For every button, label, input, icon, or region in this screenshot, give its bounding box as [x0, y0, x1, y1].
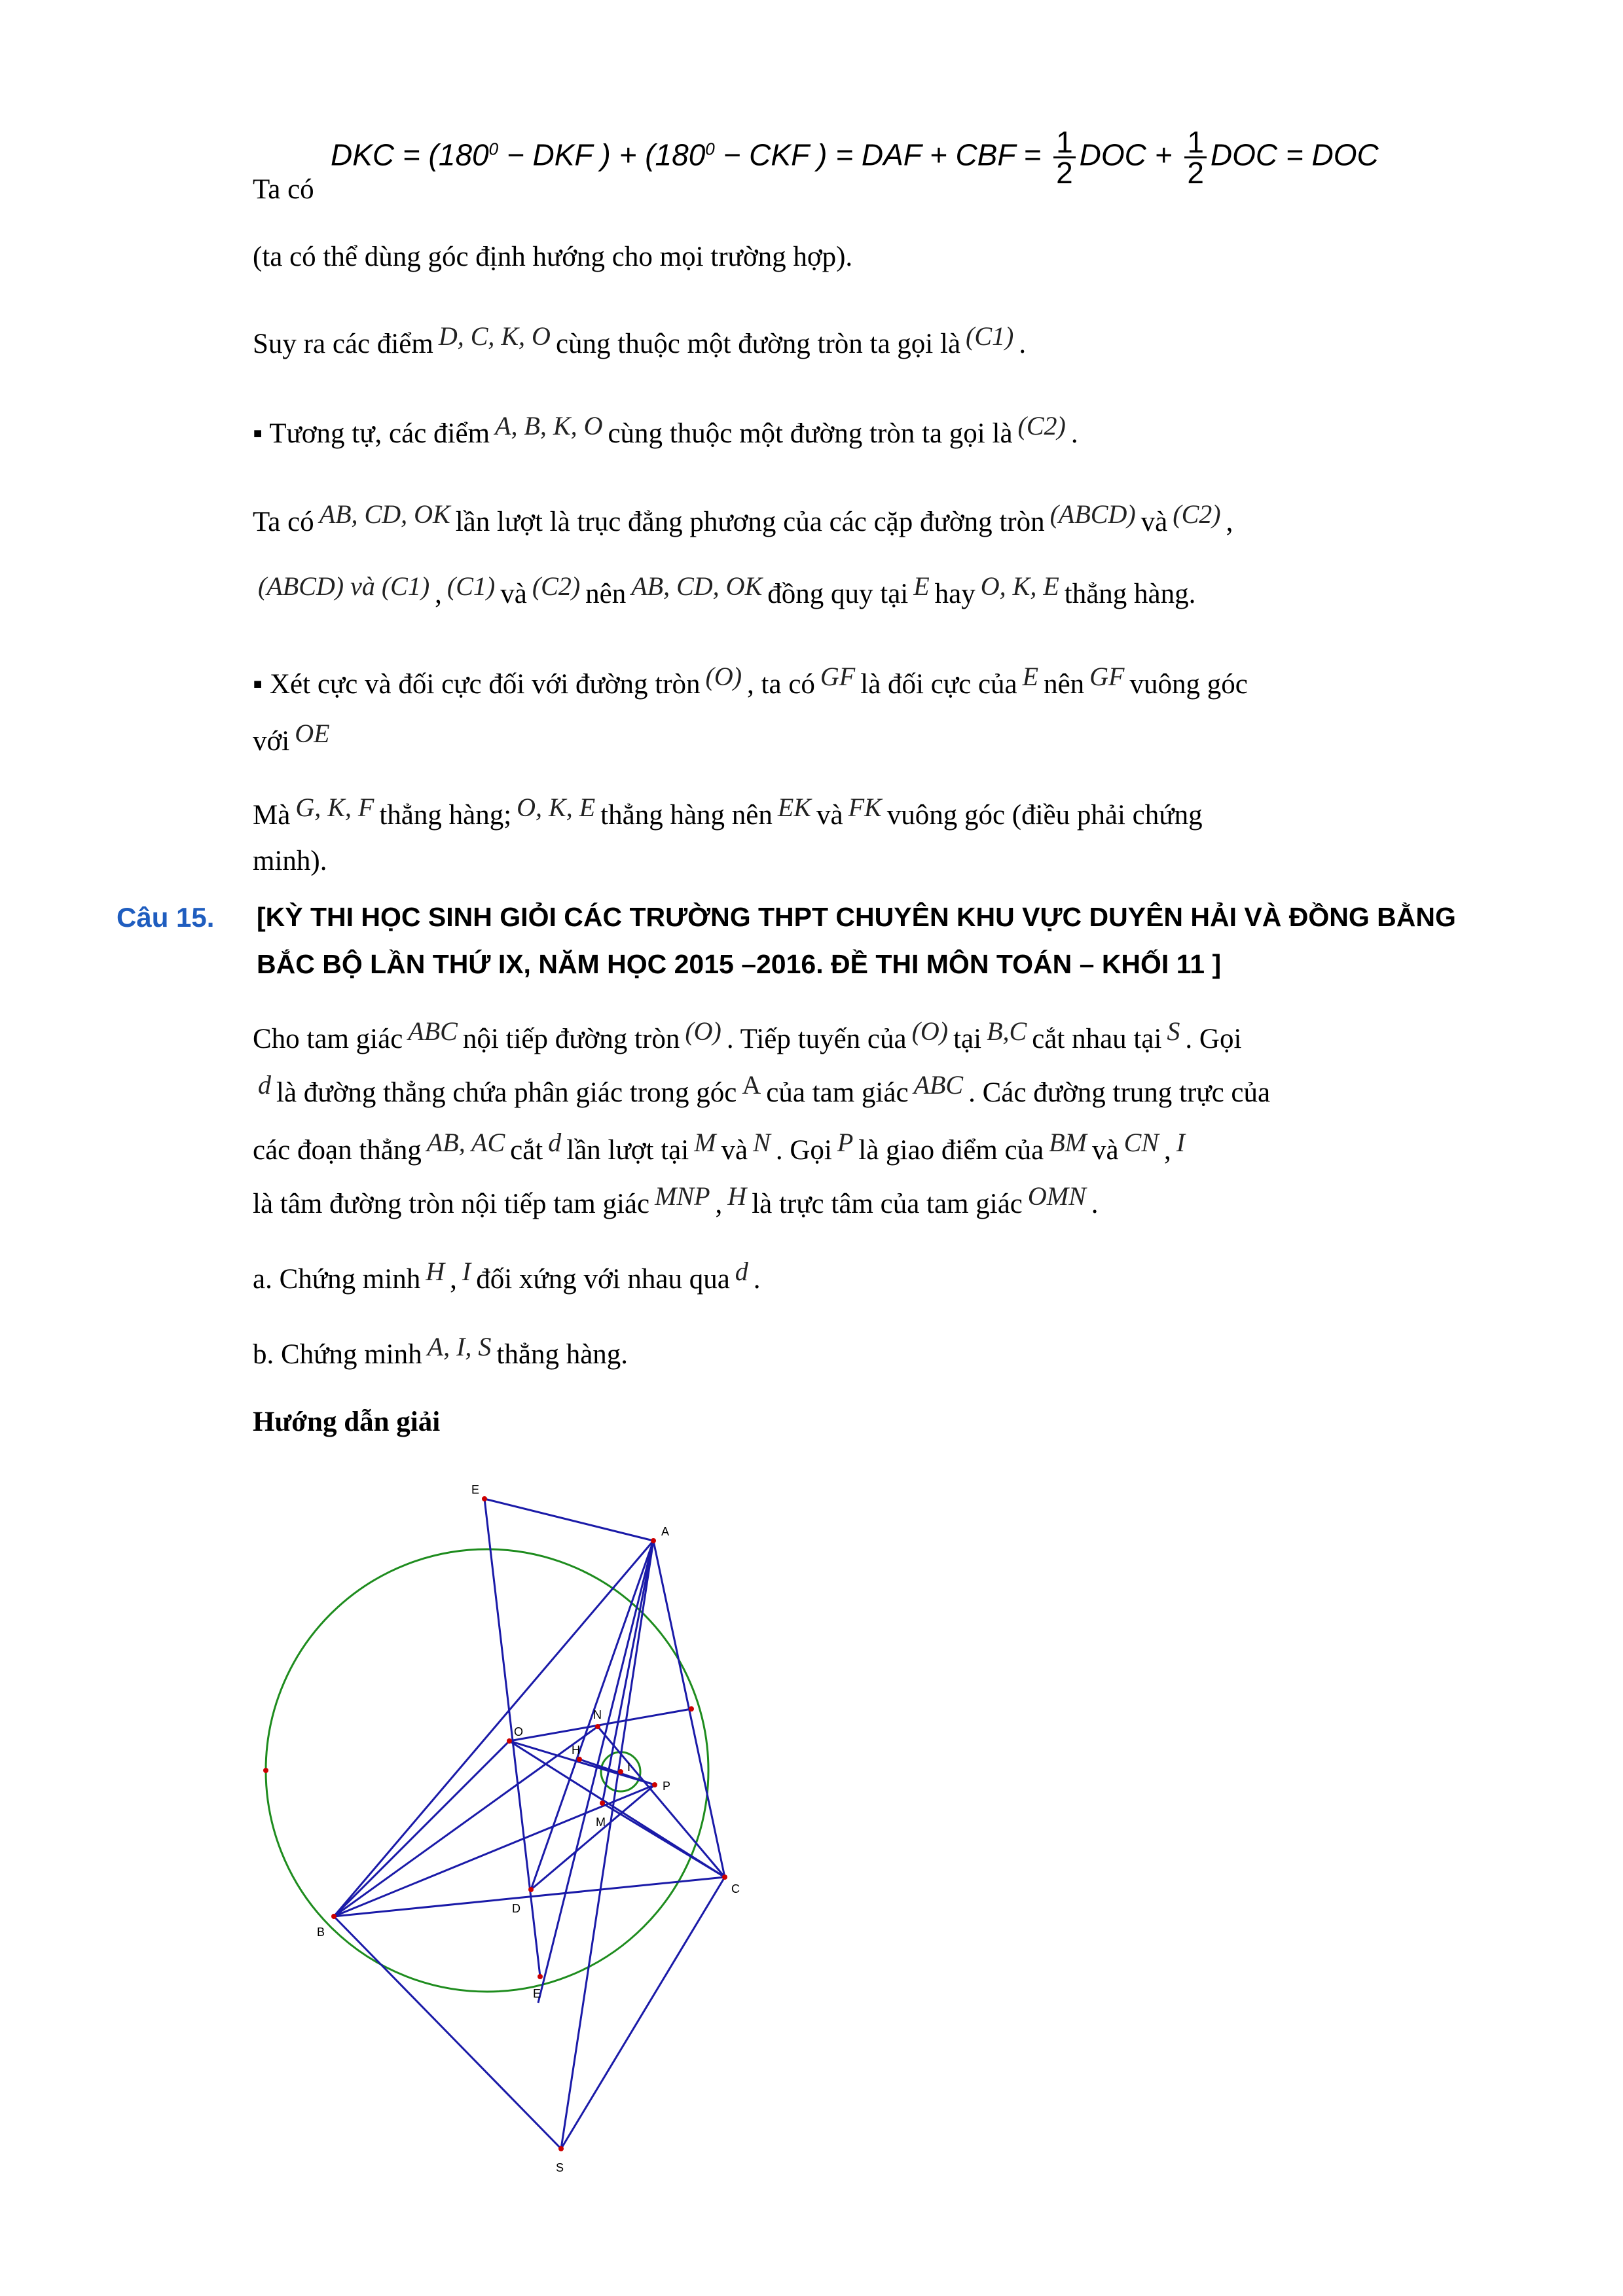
label-I: I [627, 1761, 631, 1774]
label-H: H [572, 1744, 580, 1757]
label-P: P [663, 1780, 671, 1793]
point-D [528, 1887, 534, 1892]
paragraph-line: Ta có AB, CD, OK lần lượt là trục đẳng phương của các cặp đường tròn (ABCD) và (C2) , [253, 499, 1233, 537]
text-ta-co: Ta có [253, 174, 314, 205]
point-E-top [482, 1496, 487, 1501]
fraction-half: $\frac{1}{2}$ [1184, 128, 1207, 187]
point-C [722, 1874, 727, 1880]
paragraph-line: ▪ Tương tự, các điểm A, B, K, O cùng thuộc một đường tròn ta gọi là (C2) . [253, 411, 1078, 449]
segment [561, 1877, 725, 2149]
segment [334, 1916, 561, 2149]
problem-line: Cho tam giác ABC nội tiếp đường tròn (O) . Tiếp tuyến của (O) tại B,C cắt nhau tại S . Gọi [253, 1016, 1242, 1054]
segment [334, 1727, 598, 1916]
label-S: S [556, 2161, 564, 2174]
paragraph-line: với OE [253, 719, 330, 757]
segment [484, 1499, 653, 1541]
label-O: O [514, 1725, 524, 1738]
point-M [600, 1801, 605, 1806]
point-P [652, 1782, 657, 1787]
point-left [263, 1768, 268, 1773]
question-source-line-2: BẮC BỘ LẦN THỨ IX, NĂM HỌC 2015 –2016. ĐỀ THI MÔN TOÁN – KHỐI 11 ] [257, 949, 1222, 979]
paragraph-line: Suy ra các điểm D, C, K, O cùng thuộc một đường tròn ta gọi là (C1) . [253, 321, 1027, 359]
point-right [689, 1706, 694, 1712]
paragraph-line: ▪ Xét cực và đối cực đối với đường tròn (O) , ta có GF là đối cực của E nên GF vuông góc [253, 662, 1248, 700]
paragraph-line: (ABCD) và (C1) , (C1) và (C2) nên AB, CD, OK đồng quy tại E hay O, K, E thẳng hàng. [258, 571, 1196, 609]
point-E-bottom [538, 1974, 543, 1979]
paragraph-line: Mà G, K, F thẳng hàng; O, K, E thẳng hàng nên EK và FK vuông góc (điều phải chứng [253, 793, 1203, 831]
label-D: D [512, 1902, 520, 1915]
problem-line: d là đường thẳng chứa phân giác trong góc A của tam giác ABC . Các đường trung trực của [258, 1070, 1271, 1108]
label-N: N [593, 1708, 602, 1721]
segment [334, 1741, 509, 1916]
point-I [618, 1769, 623, 1774]
point-N [595, 1724, 600, 1729]
point-B [331, 1914, 337, 1919]
angle-formula: DKC = ($180^0$ − DKF ) + ($180^0$ − CKF ) = DAF + CBF = $\frac{1}{2}$ DOC + $\frac{1}{2}$ DOC = DOC [331, 125, 1379, 190]
label-A: A [661, 1525, 670, 1538]
point-S [558, 2146, 564, 2151]
solution-heading: Hướng dẫn giải [253, 1407, 441, 1437]
label-M: M [596, 1816, 606, 1829]
point-O [507, 1738, 512, 1744]
label-E-top: E [471, 1483, 480, 1496]
paragraph-line: minh). [253, 846, 327, 876]
point-H [577, 1757, 582, 1762]
problem-line: là tâm đường tròn nội tiếp tam giác MNP , H là trực tâm của tam giác OMN . [253, 1181, 1099, 1219]
problem-line: các đoạn thẳng AB, AC cắt d lần lượt tại M và N . Gọi P là giao điểm của BM và CN , I [253, 1128, 1186, 1166]
fraction-half: $\frac{1}{2}$ [1053, 128, 1076, 187]
label-E-bottom: E [533, 1987, 541, 2000]
label-B: B [317, 1926, 325, 1939]
label-C: C [731, 1882, 740, 1895]
problem-part-a: a. Chứng minh H , I đối xứng với nhau qua d . [253, 1257, 761, 1295]
problem-part-b: b. Chứng minh A, I, S thẳng hàng. [253, 1332, 629, 1370]
point-A [651, 1538, 656, 1543]
question-number: Câu 15. [117, 902, 215, 933]
question-source-line-1: [KỲ THI HỌC SINH GIỎI CÁC TRƯỜNG THPT CHUYÊN KHU VỰC DUYÊN HẢI VÀ ĐỒNG BẰNG [257, 902, 1456, 932]
paragraph-note: (ta có thể dùng góc định hướng cho mọi trường hợp). [253, 242, 853, 272]
